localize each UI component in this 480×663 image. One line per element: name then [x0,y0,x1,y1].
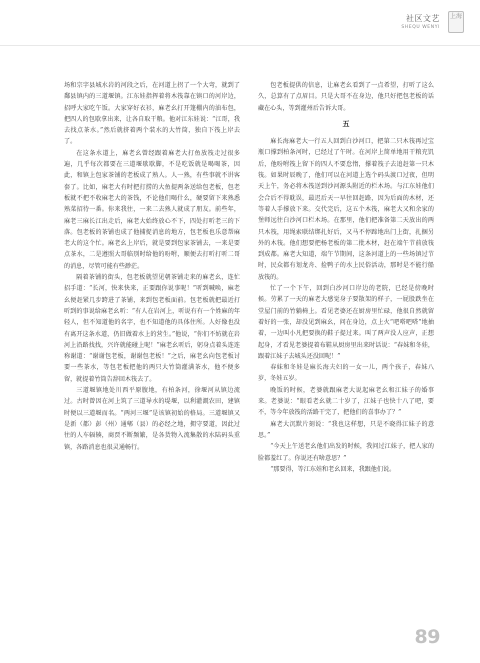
paragraph: 场和宗字县城水岩的河段之后，在河道上拐了一个大弯，就到了鄱县镇内的三道堰镇。江东娃指挥着将木筏靠在镇口的河岸边，招呼大家吃午饭。大家穿好衣衫，麻老幺打开篷棚内的油布包，把四人的包歇拿出来，让各自取干粮。他对江东娃说：“江哥，我去找点茶水。”然后就挤着两个装水的大竹筒，独自下筏上岸去了。 [64,82,240,146]
section-badge-icon: 上海 [448,11,464,33]
paragraph: 晚饭的时候，老婆就跟麻老大说起麻老幺和江妹子的婚事来。老婆说：“眼看老幺就二十岁了，江妹子也快十八了吧，要不，等今年放筏的活路干完了，把他们的喜事办了？” [258,386,434,417]
page-number: 89 [414,626,440,648]
paragraph: 隔着茶铺的街头，包老板就望见朝茶铺走来的麻老幺，连忙招手道：“长河，快来快来，正要跟你说事呢！”听到喊唤，麻老幺便赶紧几步跨进了茶铺，来到包老板面前。包老板就把最近打听到的事说给麻老幺听：“有人在岩河上，听说有有一个姓麻的年轻人，但不知道他的名字，也不知道他的具体住所。人好像也没有离开这条水道，仍旧做着水上的营生。”他说，“你们不妨就在岩河上沿路找找，兴许就能碰上呢！”麻老幺听后，躬身点着头连连称谢道：“谢谢包老板，谢谢包老板！”之后，麻老幺向包老板讨要一些茶水，等包老板把他的两只大竹筒灌满茶水，他不便多留，就提着竹筒告辞回木筏去了。 [64,274,240,383]
paragraph: “那要得，等江东娃和老幺回来，我跟他们说。 [270,465,396,473]
paragraph: 包老板提供的信息，让麻老幺看到了一点希望，打听了这么久，总算有了点眉目。只是大哥不在身边，他只好把包老板的话藏在心头，等到灌州后告诉大哥。 [258,82,434,112]
paragraph: 春妹和冬娃是麻长海夫妇的一女一儿，两个孩子，春妹八岁，冬娃五岁。 [258,364,434,383]
section-name: 社区文艺 [406,14,440,23]
left-column [64,80,240,453]
paragraph: 忙了一个下午，回到白沙河口岸边的老院，已经是傍晚时候。劳累了一天的麻老大感觉身子要散架的样子，一屁股跌坐在堂屋门前的竹躺椅上。看见老婆还在厨房里忙碌，他很自然就留着好的一张，却没见到麻幺，问在身边，点上火“吧嗒吧嗒”地抽着，一边叫小凡把要换的鞋子提过来。叫了两声没人应声，正想起身，才看见老婆提着布鞋从厨房里出来时话说：“春妹和冬娃，跟着江妹子去城头还没回呢！” [258,285,434,360]
right-column [258,80,434,475]
section-name-pinyin: SHEQU WENYI [401,25,440,30]
paragraph: 在这条水道上，麻老幺曾经跟着麻老大打鱼放筏走过很多遍，几乎每次都要在三道堰歇歇脚，不是吃饭就是喝喝茶，因此，和镇上包家茶铺的老板成了熟人。人一熟，有些事就不讲客套了。比如，麻老大有时把打捞的大鱼提两条送给包老板，包老板就不把不收麻老大的茶钱，不论他们喝什么，硬要留下来熟悉熟菜招待一番。你来我往，一来二去熟人就成了朋友。前些年，麻老三麻长江出走后，麻老大始终放心不下，四处打听老三的下落。包老板的茶铺也成了他捕捉消息的地方，包老板也乐意帮麻老大的这个忙。麻老幺上岸后，就是要到包家茶铺去，一来是要点茶水，二是遵照大哥临别时给他的吩咐，顺便去打听打听二哥的消息，尽管可能有些渺茫。 [64,149,240,270]
paragraph: 麻老大沉默片刻说：“我也这样想，只是不晓得江妹子的意思。” [258,420,434,439]
page-header [0,0,480,46]
section-heading: 五 [342,119,350,128]
paragraph: “今天上午送老幺他们出发的时候，我问过江妹子，把人家的脸都羞红了。你说还有啥意思？” [258,443,434,462]
paragraph: 麻长海麻老大一行五人回到白沙河口，把第二只木筏再过宝瓶口撑到柏条河时，已经过了午时。在河岸上简单地用干粮充饥后，他吩咐筏上留下的四人不要怠惰，撑着筏子去追赶第一只木筏。如果时辰晚了，他们可以在河道上选个码头渡口过夜，但明天上午，务必将木筏送到沙河源头附近的栏木场。与江东娃他们会合后不得耽误，最迟后天一早往回赶路，因为后面的木材，还等着人手撑放下来。交代完后，这五个木筏，麻老大又和余家的堡师远往白沙河口栏木场。在那里，他们把准备第二天放出的两只木筏，用绳索联结绑扎好后，又马不停蹄地出门上街，扎捆另外的木筏。他们想要把杨老板的第二批木材，赶在端午节前放筏到成都。麻老大知道，端午节期间，这条河道上的一些场镇过节时，民众都有划龙舟、捡鸭子的水上民俗活动，那时是不能行船放筏的。 [258,138,434,281]
paragraph: 三道堰镇地处川西平原腹地，有柏条河，徐堰河从镇边流过。古时曾因在河上筑了三道导水的堤堰，以利灌溉农田，建镇时便以三道堰而名。“两河三堰”是该镇初始的格局。三道堰镇又是新（都）彭（州）通郫（县）的必经之地，拥守要道，因此过往的人车辐辏，商贾不断频繁，是各货物入流集散的水陆码头重镇，各路消息也很灵通畅行。 [64,387,240,451]
